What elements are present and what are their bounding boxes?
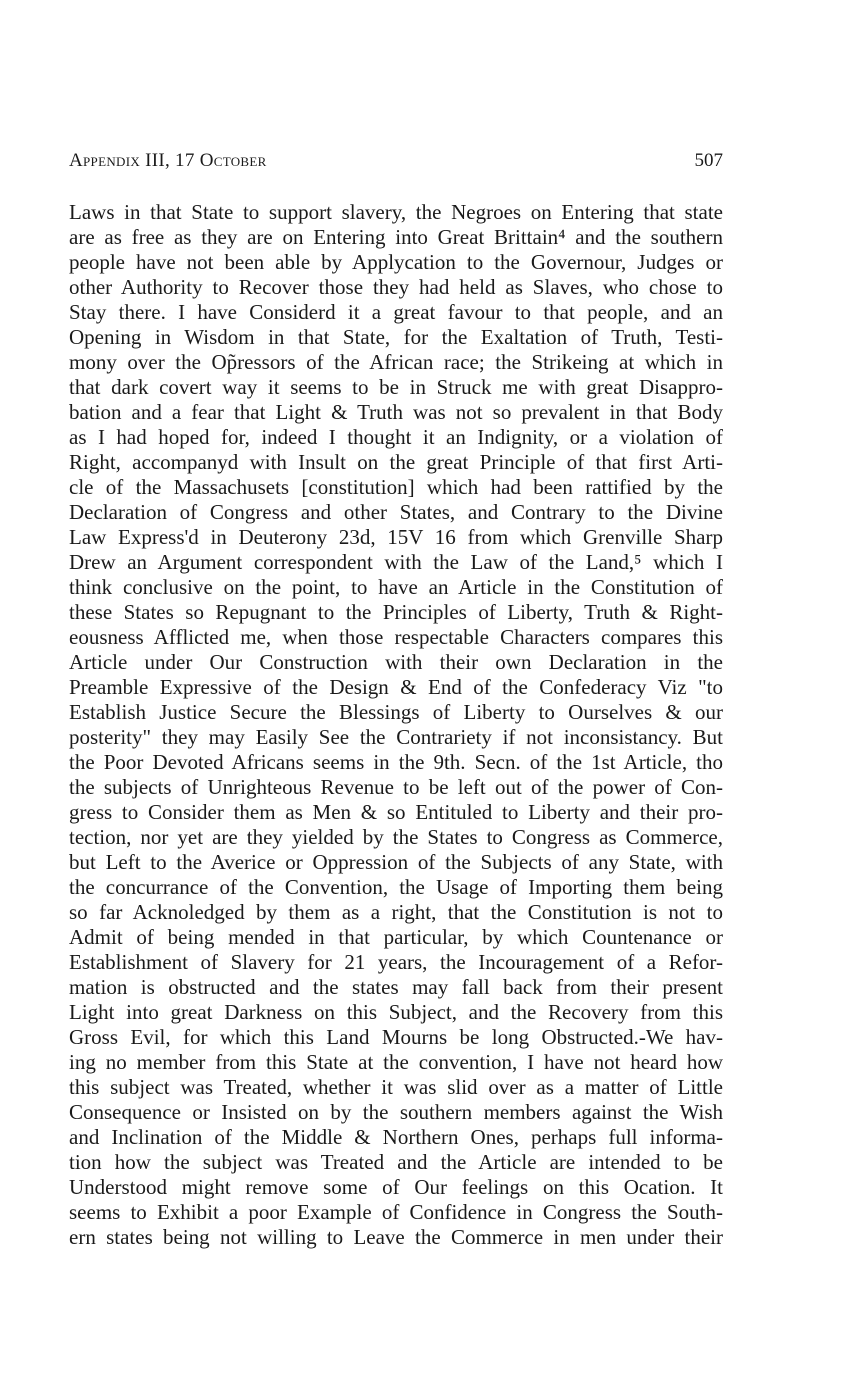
text-line: Understood might remove some of Our feelings on this Ocation. It	[69, 1175, 723, 1199]
text-line: and Inclination of the Middle & Northern Ones, perhaps full informa-	[69, 1125, 723, 1149]
text-line: as I had hoped for, indeed I thought it an Indignity, or a violation of	[69, 425, 723, 449]
text-line: Article under Our Construction with their own Declaration in the	[69, 650, 723, 674]
text-line: ing no member from this State at the convention, I have not heard how	[69, 1050, 723, 1074]
text-line: are as free as they are on Entering into Great Brittain⁴ and the southern	[69, 225, 723, 249]
text-line: tection, nor yet are they yielded by the States to Congress as Commerce,	[69, 825, 723, 849]
text-line: seems to Exhibit a poor Example of Confidence in Congress the South-	[69, 1200, 723, 1224]
text-line: the subjects of Unrighteous Revenue to be left out of the power of Con-	[69, 775, 723, 799]
text-line: cle of the Massachusets [constitution] which had been rattified by the	[69, 475, 723, 499]
text-line: Law Express'd in Deuterony 23d, 15V 16 from which Grenville Sharp	[69, 525, 723, 549]
text-line: Drew an Argument correspondent with the Law of the Land,⁵ which I	[69, 550, 723, 574]
body-text	[69, 200, 723, 1250]
text-line: gress to Consider them as Men & so Entituled to Liberty and their pro-	[69, 800, 723, 824]
text-line: Admit of being mended in that particular, by which Countenance or	[69, 925, 723, 949]
text-line: posterity" they may Easily See the Contrariety if not inconsistancy. But	[69, 725, 723, 749]
running-head	[69, 150, 723, 174]
text-line: ern states being not willing to Leave the Commerce in men under their	[69, 1225, 723, 1249]
text-line: Light into great Darkness on this Subject, and the Recovery from this	[69, 1000, 723, 1024]
text-line: so far Acknoledged by them as a right, that the Constitution is not to	[69, 900, 723, 924]
text-line: mation is obstructed and the states may fall back from their present	[69, 975, 723, 999]
text-line: think conclusive on the point, to have an Article in the Constitution of	[69, 575, 723, 599]
text-line: Establish Justice Secure the Blessings of Liberty to Ourselves & our	[69, 700, 723, 724]
text-line: eousness Afflicted me, when those respectable Characters compares this	[69, 625, 723, 649]
text-line: Gross Evil, for which this Land Mourns be long Obstructed.-We hav-	[69, 1025, 723, 1049]
text-line: tion how the subject was Treated and the Article are intended to be	[69, 1150, 723, 1174]
text-line: this subject was Treated, whether it was slid over as a matter of Little	[69, 1075, 723, 1099]
page-number: 507	[694, 150, 723, 171]
text-line: the concurrance of the Convention, the Usage of Importing them being	[69, 875, 723, 899]
text-line: Stay there. I have Considerd it a great favour to that people, and an	[69, 300, 723, 324]
text-line: but Left to the Averice or Oppression of the Subjects of any State, with	[69, 850, 723, 874]
text-line: people have not been able by Applycation to the Governour, Judges or	[69, 250, 723, 274]
text-line: Opening in Wisdom in that State, for the Exaltation of Truth, Testi-	[69, 325, 723, 349]
text-line: these States so Repugnant to the Principles of Liberty, Truth & Right-	[69, 600, 723, 624]
text-line: other Authority to Recover those they had held as Slaves, who chose to	[69, 275, 723, 299]
text-line: Declaration of Congress and other States, and Contrary to the Divine	[69, 500, 723, 524]
text-line: mony over the Op̃ressors of the African race; the Strikeing at which in	[69, 350, 723, 374]
text-line: bation and a fear that Light & Truth was not so prevalent in that Body	[69, 400, 723, 424]
text-line: Laws in that State to support slavery, the Negroes on Entering that state	[69, 200, 723, 224]
text-line: Consequence or Insisted on by the southern members against the Wish	[69, 1100, 723, 1124]
text-line: Right, accompanyd with Insult on the great Principle of that first Arti-	[69, 450, 723, 474]
text-line: that dark covert way it seems to be in Struck me with great Disappro-	[69, 375, 723, 399]
running-title: Appendix III, 17 October	[69, 150, 267, 171]
text-line: Preamble Expressive of the Design & End of the Confederacy Viz "to	[69, 675, 723, 699]
text-line: the Poor Devoted Africans seems in the 9th. Secn. of the 1st Article, tho	[69, 750, 723, 774]
text-line: Establishment of Slavery for 21 years, the Incouragement of a Refor-	[69, 950, 723, 974]
